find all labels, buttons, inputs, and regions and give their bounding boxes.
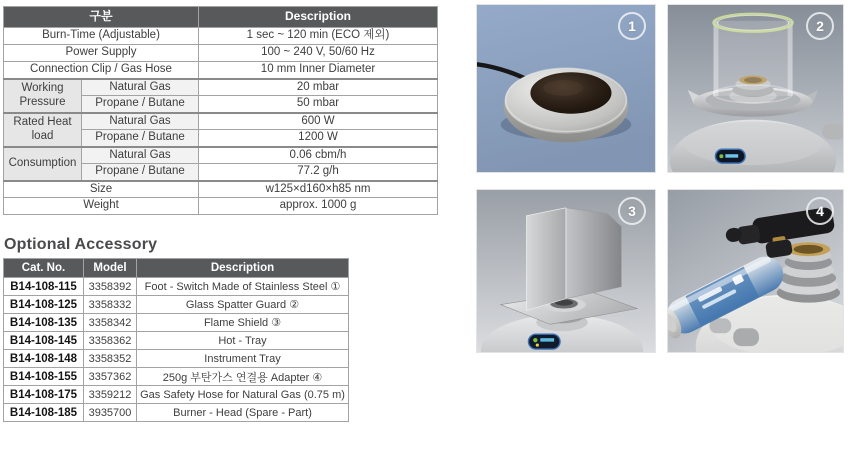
accessory-cat-no: B14-108-148 <box>4 350 84 368</box>
spec-header-description: Description <box>199 7 438 28</box>
accessory-model: 3357362 <box>84 368 137 386</box>
spec-sub-natural-gas: Natural Gas <box>82 147 199 164</box>
spec-table <box>3 6 438 215</box>
spec-value-cons-propane-butane: 77.2 g/h <box>199 164 438 181</box>
spec-sub-natural-gas: Natural Gas <box>82 113 199 130</box>
spec-sub-propane-butane: Propane / Butane <box>82 164 199 181</box>
spec-group-working-pressure: Working Pressure <box>4 79 82 113</box>
accessory-description: Flame Shield ③ <box>137 314 349 332</box>
table-row <box>4 113 438 130</box>
accessory-model: 3358352 <box>84 350 137 368</box>
spec-label-burn-time: Burn-Time (Adjustable) <box>4 28 199 45</box>
table-row <box>4 181 438 198</box>
spec-value-cons-natural-gas: 0.06 cbm/h <box>199 147 438 164</box>
accessory-cat-no: B14-108-175 <box>4 386 84 404</box>
spec-sub-natural-gas: Natural Gas <box>82 79 199 96</box>
accessory-cat-no: B14-108-155 <box>4 368 84 386</box>
accessory-description: Gas Safety Hose for Natural Gas (0.75 m) <box>137 386 349 404</box>
spec-value-burn-time: 1 sec ~ 120 min (ECO 제외) <box>199 28 438 45</box>
accessory-description: Instrument Tray <box>137 350 349 368</box>
table-row <box>4 62 438 79</box>
accessory-cat-no: B14-108-135 <box>4 314 84 332</box>
accessory-description: Glass Spatter Guard ② <box>137 296 349 314</box>
accessory-header-row <box>4 259 349 278</box>
accessory-model: 3359212 <box>84 386 137 404</box>
photo-number-badge: 1 <box>618 12 646 40</box>
table-row <box>4 45 438 62</box>
spec-value-power-supply: 100 ~ 240 V, 50/60 Hz <box>199 45 438 62</box>
spec-sub-propane-butane: Propane / Butane <box>82 96 199 113</box>
accessory-description: Foot - Switch Made of Stainless Steel ① <box>137 278 349 296</box>
photo-flame-shield <box>476 189 656 353</box>
spec-sub-propane-butane: Propane / Butane <box>82 130 199 147</box>
spec-group-rated-heat-load: Rated Heat load <box>4 113 82 147</box>
accessory-model: 3935700 <box>84 404 137 422</box>
table-row <box>4 404 349 422</box>
accessory-model: 3358362 <box>84 332 137 350</box>
accessory-description: Hot - Tray <box>137 332 349 350</box>
spec-label-weight: Weight <box>4 198 199 215</box>
accessory-header-model: Model <box>84 259 137 278</box>
table-row <box>4 386 349 404</box>
accessory-cat-no: B14-108-115 <box>4 278 84 296</box>
spec-value-wp-natural-gas: 20 mbar <box>199 79 438 96</box>
accessory-description: Burner - Head (Spare - Part) <box>137 404 349 422</box>
photo-glass-spatter-guard <box>667 4 844 173</box>
photo-number-badge: 3 <box>618 197 646 225</box>
spec-value-wp-propane-butane: 50 mbar <box>199 96 438 113</box>
table-row <box>4 296 349 314</box>
spec-value-size: w125×d160×h85 nm <box>199 181 438 198</box>
photo-butane-adapter <box>667 189 844 353</box>
accessory-model: 3358332 <box>84 296 137 314</box>
table-row <box>4 198 438 215</box>
table-row <box>4 314 349 332</box>
accessory-cat-no: B14-108-145 <box>4 332 84 350</box>
spec-header-category: 구분 <box>4 7 199 28</box>
spec-value-rh-natural-gas: 600 W <box>199 113 438 130</box>
accessory-header-description: Description <box>137 259 349 278</box>
accessory-table <box>3 258 349 422</box>
photo-number-badge: 2 <box>806 12 834 40</box>
accessory-section-title: Optional Accessory <box>4 236 158 253</box>
spec-label-size: Size <box>4 181 199 198</box>
spec-group-consumption: Consumption <box>4 147 82 181</box>
photo-number-badge: 4 <box>806 197 834 225</box>
table-row <box>4 28 438 45</box>
spec-label-connection: Connection Clip / Gas Hose <box>4 62 199 79</box>
accessory-model: 3358392 <box>84 278 137 296</box>
table-row <box>4 350 349 368</box>
spec-value-weight: approx. 1000 g <box>199 198 438 215</box>
spec-value-connection: 10 mm Inner Diameter <box>199 62 438 79</box>
product-photo-grid <box>476 4 844 353</box>
photo-foot-switch <box>476 4 656 173</box>
accessory-header-cat-no: Cat. No. <box>4 259 84 278</box>
accessory-description: 250g 부탄가스 연결용 Adapter ④ <box>137 368 349 386</box>
table-row <box>4 147 438 164</box>
accessory-cat-no: B14-108-125 <box>4 296 84 314</box>
table-row <box>4 79 438 96</box>
spec-value-rh-propane-butane: 1200 W <box>199 130 438 147</box>
accessory-model: 3358342 <box>84 314 137 332</box>
table-row <box>4 368 349 386</box>
table-row <box>4 278 349 296</box>
accessory-cat-no: B14-108-185 <box>4 404 84 422</box>
table-row <box>4 332 349 350</box>
spec-header-row <box>4 7 438 28</box>
spec-label-power-supply: Power Supply <box>4 45 199 62</box>
